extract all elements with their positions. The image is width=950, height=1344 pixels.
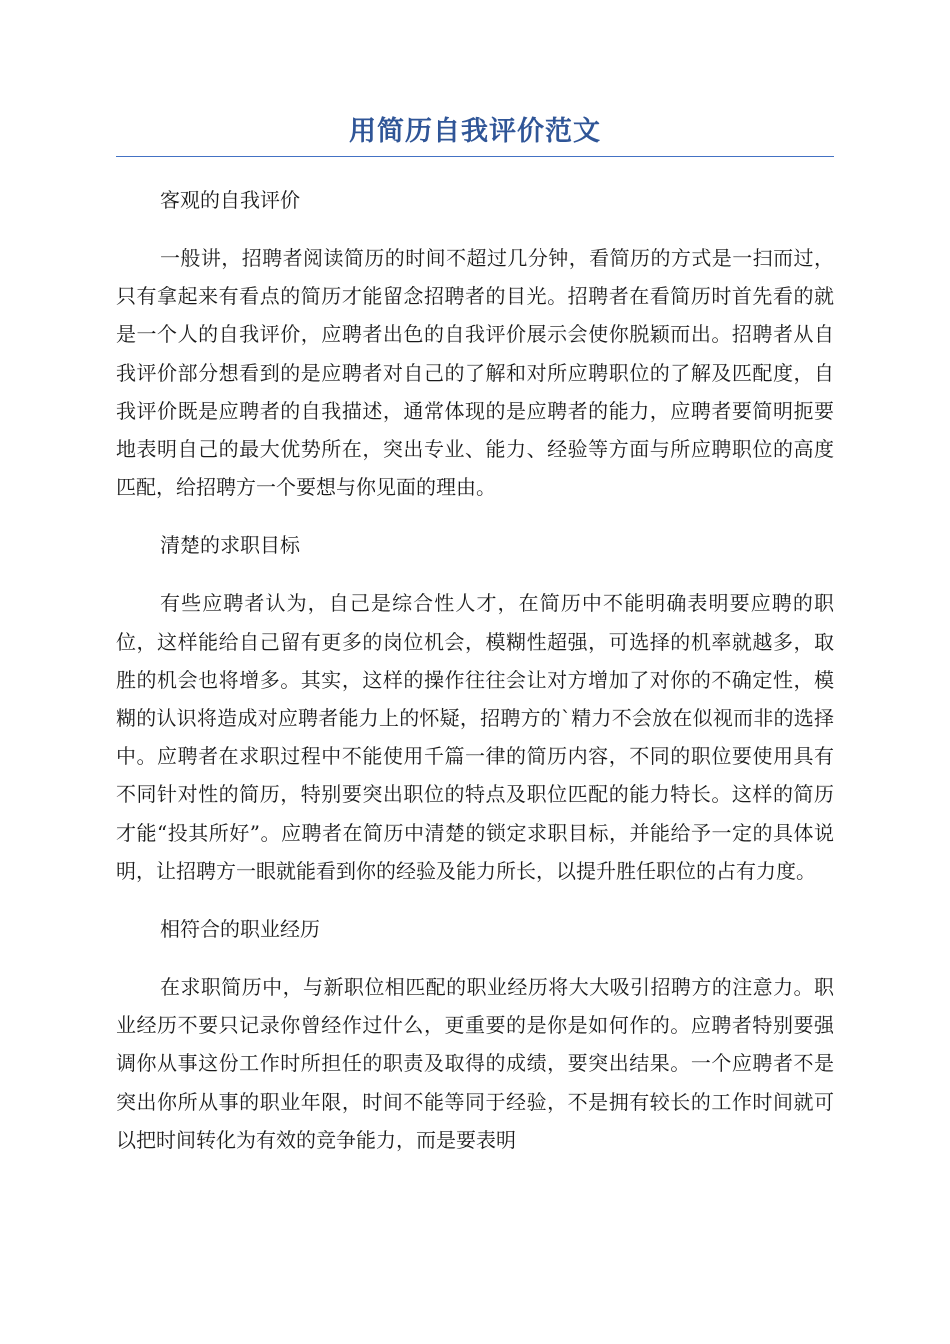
section-paragraph-objective-self-evaluation: 一般讲，招聘者阅读简历的时间不超过几分钟，看简历的方式是一扫而过，只有拿起来有看点的简历才能留念招聘者的目光。招聘者在看简历时首先看的就是一个人的自我评价，应聘者出色的自我评价展示会使你脱颖而出。招聘者从自我评价部分想看到的是应聘者对自己的了解和对所应聘职位的了解及匹配度，自我评价既是应聘者的自我描述，通常体现的是应聘者的能力，应聘者要简明扼要地表明自己的最大优势所在，突出专业、能力、经验等方面与所应聘职位的高度匹配，给招聘方一个要想与你见面的理由。 bbox=[116, 246, 834, 500]
section-paragraph-matching-experience: 在求职简历中，与新职位相匹配的职业经历将大大吸引招聘方的注意力。职业经历不要只记录你曾经作过什么，更重要的是你是如何作的。应聘者特别要强调你从事这份工作时所担任的职责及取得的成绩，要突出结果。一个应聘者不是突出你所从事的职业年限，时间不能等同于经验，不是拥有较长的工作时间就可以把时间转化为有效的竞争能力，而是要表明 bbox=[116, 975, 834, 1152]
section-heading-clear-job-goal: 清楚的求职目标 bbox=[160, 533, 300, 558]
section-paragraph-clear-job-goal: 有些应聘者认为，自己是综合性人才，在简历中不能明确表明要应聘的职位，这样能给自己留有更多的岗位机会，模糊性超强，可选择的机率就越多，取胜的机会也将增多。其实，这样的操作往往会让对方增加了对你的不确定性，模糊的认识将造成对应聘者能力上的怀疑，招聘方的`精力不会放在似视而非的选择中。应聘者在求职过程中不能使用千篇一律的简历内容，不同的职位要使用具有不同针对性的简历，特别要突出职位的特点及职位匹配的能力特长。这样的简历才能“投其所好”。应聘者在简历中清楚的锁定求职目标，并能给予一定的具体说明，让招聘方一眼就能看到你的经验及能力所长，以提升胜任职位的占有力度。 bbox=[116, 591, 834, 883]
section-heading-objective-self-evaluation: 客观的自我评价 bbox=[160, 188, 300, 212]
section-heading-matching-experience: 相符合的职业经历 bbox=[160, 917, 320, 942]
document-page bbox=[116, 110, 834, 1159]
document-title: 用简历自我评价范文 bbox=[116, 110, 834, 157]
